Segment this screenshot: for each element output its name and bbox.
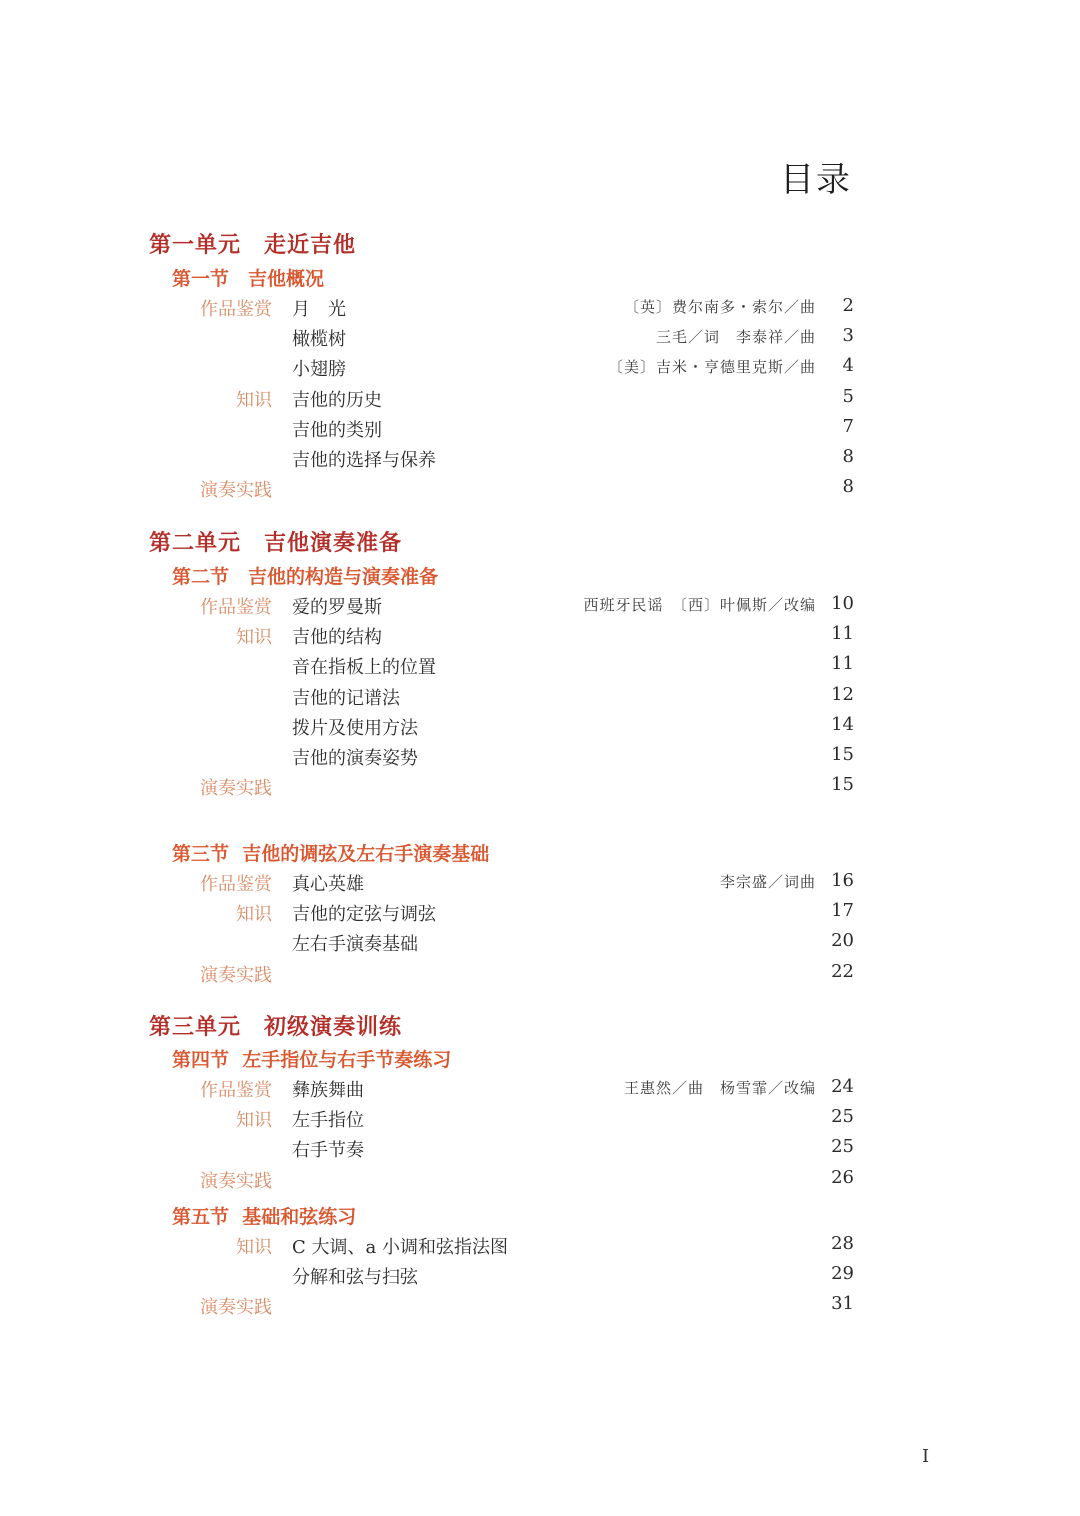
entry-title: 吉他的结构 [292, 627, 382, 649]
entry-title: 左手指位 [292, 1110, 364, 1132]
section-heading: 第四节 左手指位与右手节奏练习 [172, 1049, 452, 1071]
section-heading: 第一节 吉他概况 [172, 268, 325, 290]
entry-title: 音在指板上的位置 [292, 657, 436, 679]
entry-title: 吉他的选择与保养 [292, 450, 436, 471]
entry-category: 知识 [236, 904, 272, 926]
entry-category: 作品鉴赏 [200, 1080, 272, 1101]
entry-page-number: 15 [831, 774, 854, 796]
toc-entry [0, 623, 1080, 653]
entry-credit: 西班牙民谣 〔西〕叶佩斯／改编 [583, 596, 816, 614]
entry-page-number: 20 [831, 930, 854, 952]
entry-title: 吉他的定弦与调弦 [292, 904, 436, 926]
entry-category: 知识 [236, 627, 272, 649]
entry-page-number: 8 [842, 446, 854, 467]
entry-page-number: 11 [831, 623, 854, 645]
entry-page-number: 17 [831, 900, 854, 922]
entry-category: 演奏实践 [200, 778, 272, 800]
entry-category: 演奏实践 [200, 964, 272, 986]
unit-heading: 第一单元 走近吉他 [149, 232, 357, 258]
entry-page-number: 25 [831, 1136, 854, 1158]
toc-entry [0, 1233, 1080, 1263]
entry-title: 右手节奏 [292, 1140, 364, 1162]
entry-page-number: 7 [842, 415, 854, 437]
entry-category: 知识 [236, 1237, 272, 1258]
entry-page-number: 16 [831, 870, 854, 891]
entry-category: 演奏实践 [200, 1170, 272, 1192]
entry-category: 演奏实践 [200, 480, 272, 502]
entry-page-number: 15 [831, 744, 854, 765]
entry-title: 吉他的演奏姿势 [292, 748, 418, 769]
entry-title: 拨片及使用方法 [292, 717, 418, 739]
toc-entry [0, 684, 1080, 714]
toc-entry [0, 930, 1080, 960]
toc-entry [0, 1167, 1080, 1197]
entry-page-number: 14 [831, 713, 854, 735]
toc-entry [0, 744, 1080, 774]
entry-page-number: 10 [831, 593, 854, 614]
entry-page-number: 31 [831, 1293, 854, 1315]
toc-entry [0, 476, 1080, 506]
entry-category: 作品鉴赏 [200, 597, 272, 618]
entry-page-number: 24 [831, 1076, 854, 1097]
entry-title: 吉他的历史 [292, 389, 382, 411]
entry-title: 爱的罗曼斯 [292, 597, 382, 618]
unit-heading: 第二单元 吉他演奏准备 [149, 530, 403, 556]
toc-entry [0, 446, 1080, 476]
entry-page-number: 26 [831, 1166, 854, 1188]
entry-category: 演奏实践 [200, 1297, 272, 1319]
entry-title: 分解和弦与扫弦 [292, 1267, 418, 1289]
entry-page-number: 29 [831, 1263, 854, 1285]
entry-page-number: 11 [831, 653, 854, 675]
entry-credit: 三毛／词 李泰祥／曲 [655, 328, 816, 347]
entry-title: 吉他的记谱法 [292, 687, 400, 709]
entry-category: 知识 [236, 1110, 272, 1132]
toc-entry [0, 295, 1080, 325]
toc-entry [0, 1136, 1080, 1166]
toc-entry [0, 961, 1080, 991]
entry-credit: 〔英〕费尔南多・索尔／曲 [623, 298, 816, 316]
entry-credit: 李宗盛／词曲 [719, 873, 816, 891]
entry-title: 月 光 [292, 299, 346, 320]
toc-entry [0, 1076, 1080, 1106]
unit-heading: 第三单元 初级演奏训练 [149, 1014, 403, 1040]
toc-entry [0, 355, 1080, 385]
toc-entry [0, 653, 1080, 683]
toc-entry [0, 774, 1080, 804]
entry-credit: 〔美〕吉米・亨德里克斯／曲 [607, 358, 816, 377]
toc-entry [0, 1293, 1080, 1323]
toc-entry [0, 593, 1080, 623]
entry-category: 作品鉴赏 [200, 874, 272, 895]
section-heading: 第三节 吉他的调弦及左右手演奏基础 [172, 843, 490, 865]
page-title: 目录 [780, 160, 852, 200]
toc-entry [0, 714, 1080, 744]
toc-entry [0, 386, 1080, 416]
entry-page-number: 8 [842, 476, 854, 498]
toc-entry [0, 1106, 1080, 1136]
toc-entry [0, 416, 1080, 446]
entry-title: 小翅膀 [292, 359, 346, 381]
entry-page-number: 28 [831, 1233, 854, 1254]
page-number-folio: I [922, 1446, 930, 1467]
entry-title: 左右手演奏基础 [292, 934, 418, 956]
entry-page-number: 25 [831, 1106, 854, 1128]
toc-entry [0, 900, 1080, 930]
entry-title: C 大调、a 小调和弦指法图 [292, 1237, 508, 1258]
entry-title: 彝族舞曲 [292, 1080, 364, 1101]
toc-entry [0, 1263, 1080, 1293]
entry-page-number: 3 [842, 325, 854, 347]
entry-page-number: 12 [831, 683, 854, 705]
toc-entry [0, 870, 1080, 900]
entry-category: 知识 [236, 389, 272, 411]
section-heading: 第二节 吉他的构造与演奏准备 [172, 566, 439, 588]
entry-title: 吉他的类别 [292, 419, 382, 441]
toc-entry [0, 325, 1080, 355]
entry-title: 橄榄树 [292, 329, 346, 351]
entry-page-number: 5 [842, 385, 854, 407]
entry-page-number: 22 [831, 960, 854, 982]
entry-page-number: 4 [842, 355, 854, 377]
entry-category: 作品鉴赏 [200, 299, 272, 320]
entry-credit: 王惠然／曲 杨雪霏／改编 [623, 1079, 816, 1097]
entry-title: 真心英雄 [292, 874, 364, 895]
section-heading: 第五节 基础和弦练习 [172, 1206, 357, 1228]
entry-page-number: 2 [842, 295, 854, 316]
